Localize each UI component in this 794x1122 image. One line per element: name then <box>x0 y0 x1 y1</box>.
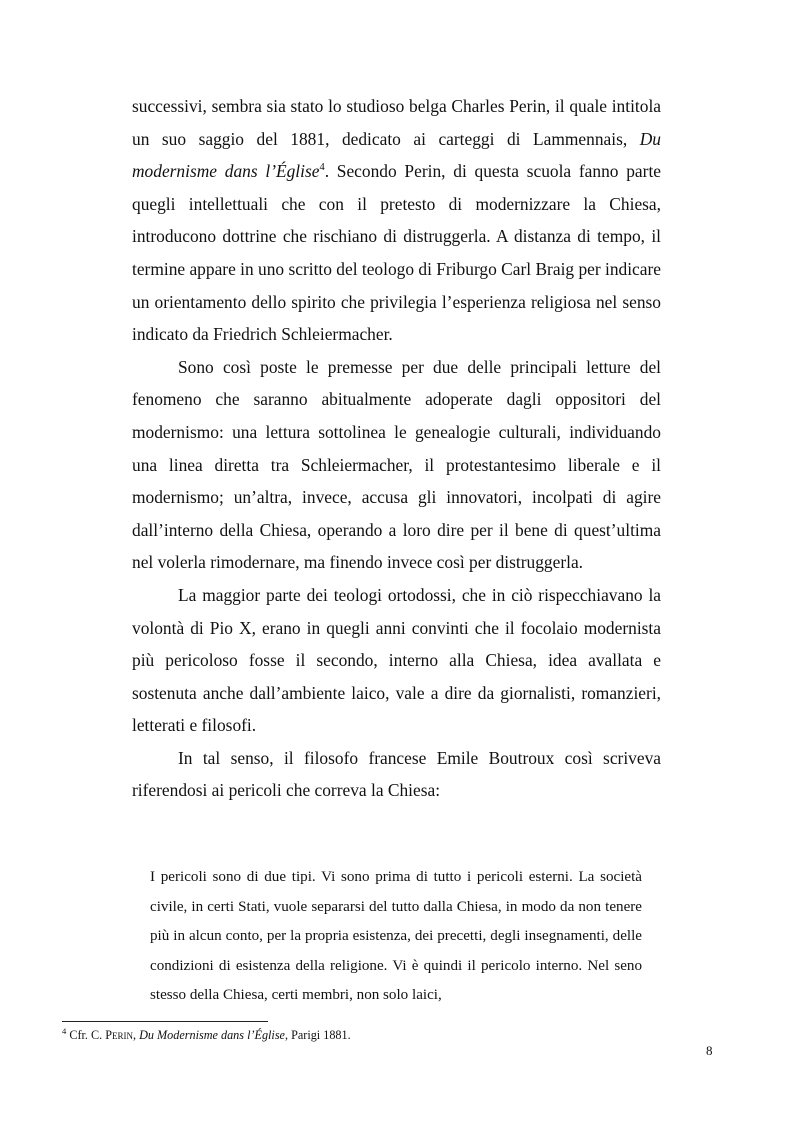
footnote <box>62 1027 351 1043</box>
main-text <box>132 90 661 807</box>
footnote-separator-comma: , <box>132 1028 140 1042</box>
paragraph-1-text-end: . Secondo Perin, di questa scuola fanno parte quegli intellettuali che con il pretesto di modernizzare la Chiesa, introducono dottrine che rischiano di distruggerla. A distanza di tempo, il termine appare in uno scritto del teologo di Friburgo Carl Braig per indicare un orientamento dello spirito che privilegia l’esperienza religiosa nel senso indicato da Friedrich Schleiermacher. <box>132 161 661 345</box>
paragraph-1-text-start: successivi, sembra sia stato lo studioso belga Charles Perin, il quale intitola un suo saggio del 1881, dedicato ai carteggi di Lammennais, <box>132 96 661 149</box>
footnote-reference[interactable]: 4 <box>319 162 325 174</box>
footnote-prefix: Cfr. C. <box>69 1028 106 1042</box>
footnote-number: 4 <box>62 1025 67 1036</box>
paragraph-1 <box>132 90 661 351</box>
footnote-separator <box>62 1021 268 1022</box>
cited-title: Du modernisme dans l’Église <box>132 128 661 182</box>
footnote-suffix: , Parigi 1881. <box>284 1028 351 1042</box>
footnote-title: Du Modernisme dans l’Église <box>139 1028 285 1042</box>
paragraph-2: Sono così poste le premesse per due delle principali letture del fenomeno che saranno abitualmente adoperate dagli oppositori del modernismo: una lettura sottolinea le genealogie culturali, individuando una linea diretta tra Schleiermacher, il protestantesimo liberale e il modernismo; un’altra, invece, accusa gli innovatori, incolpati di agire dall’interno della Chiesa, operando a loro dire per il bene di quest’ultima nel volerla rimodernare, ma finendo invece così per distruggerla. <box>132 356 661 573</box>
page-number: 8 <box>706 1043 713 1058</box>
paragraph-4: In tal senso, il filosofo francese Emile Boutroux così scriveva riferendosi ai pericoli che correva la Chiesa: <box>132 747 661 801</box>
footnote-author: Perin <box>105 1028 133 1042</box>
paragraph-3: La maggior parte dei teologi ortodossi, che in ciò rispecchiavano la volontà di Pio X, erano in quegli anni convinti che il focolaio modernista più pericoloso fosse il secondo, interno alla Chiesa, idea avallata e sostenuta anche dall’ambiente laico, vale a dire da giornalisti, romanzieri, letterati e filosofi. <box>132 584 661 736</box>
block-quote: I pericoli sono di due tipi. Vi sono prima di tutto i pericoli esterni. La società civile, in certi Stati, vuole separarsi del tutto dalla Chiesa, in modo da non tenere più in alcun conto, per la propria esistenza, dei precetti, degli insegnamenti, delle condizioni di esistenza della religione. Vi è quindi il pericolo interno. Nel seno stesso della Chiesa, certi membri, non solo laici, <box>150 869 642 1004</box>
